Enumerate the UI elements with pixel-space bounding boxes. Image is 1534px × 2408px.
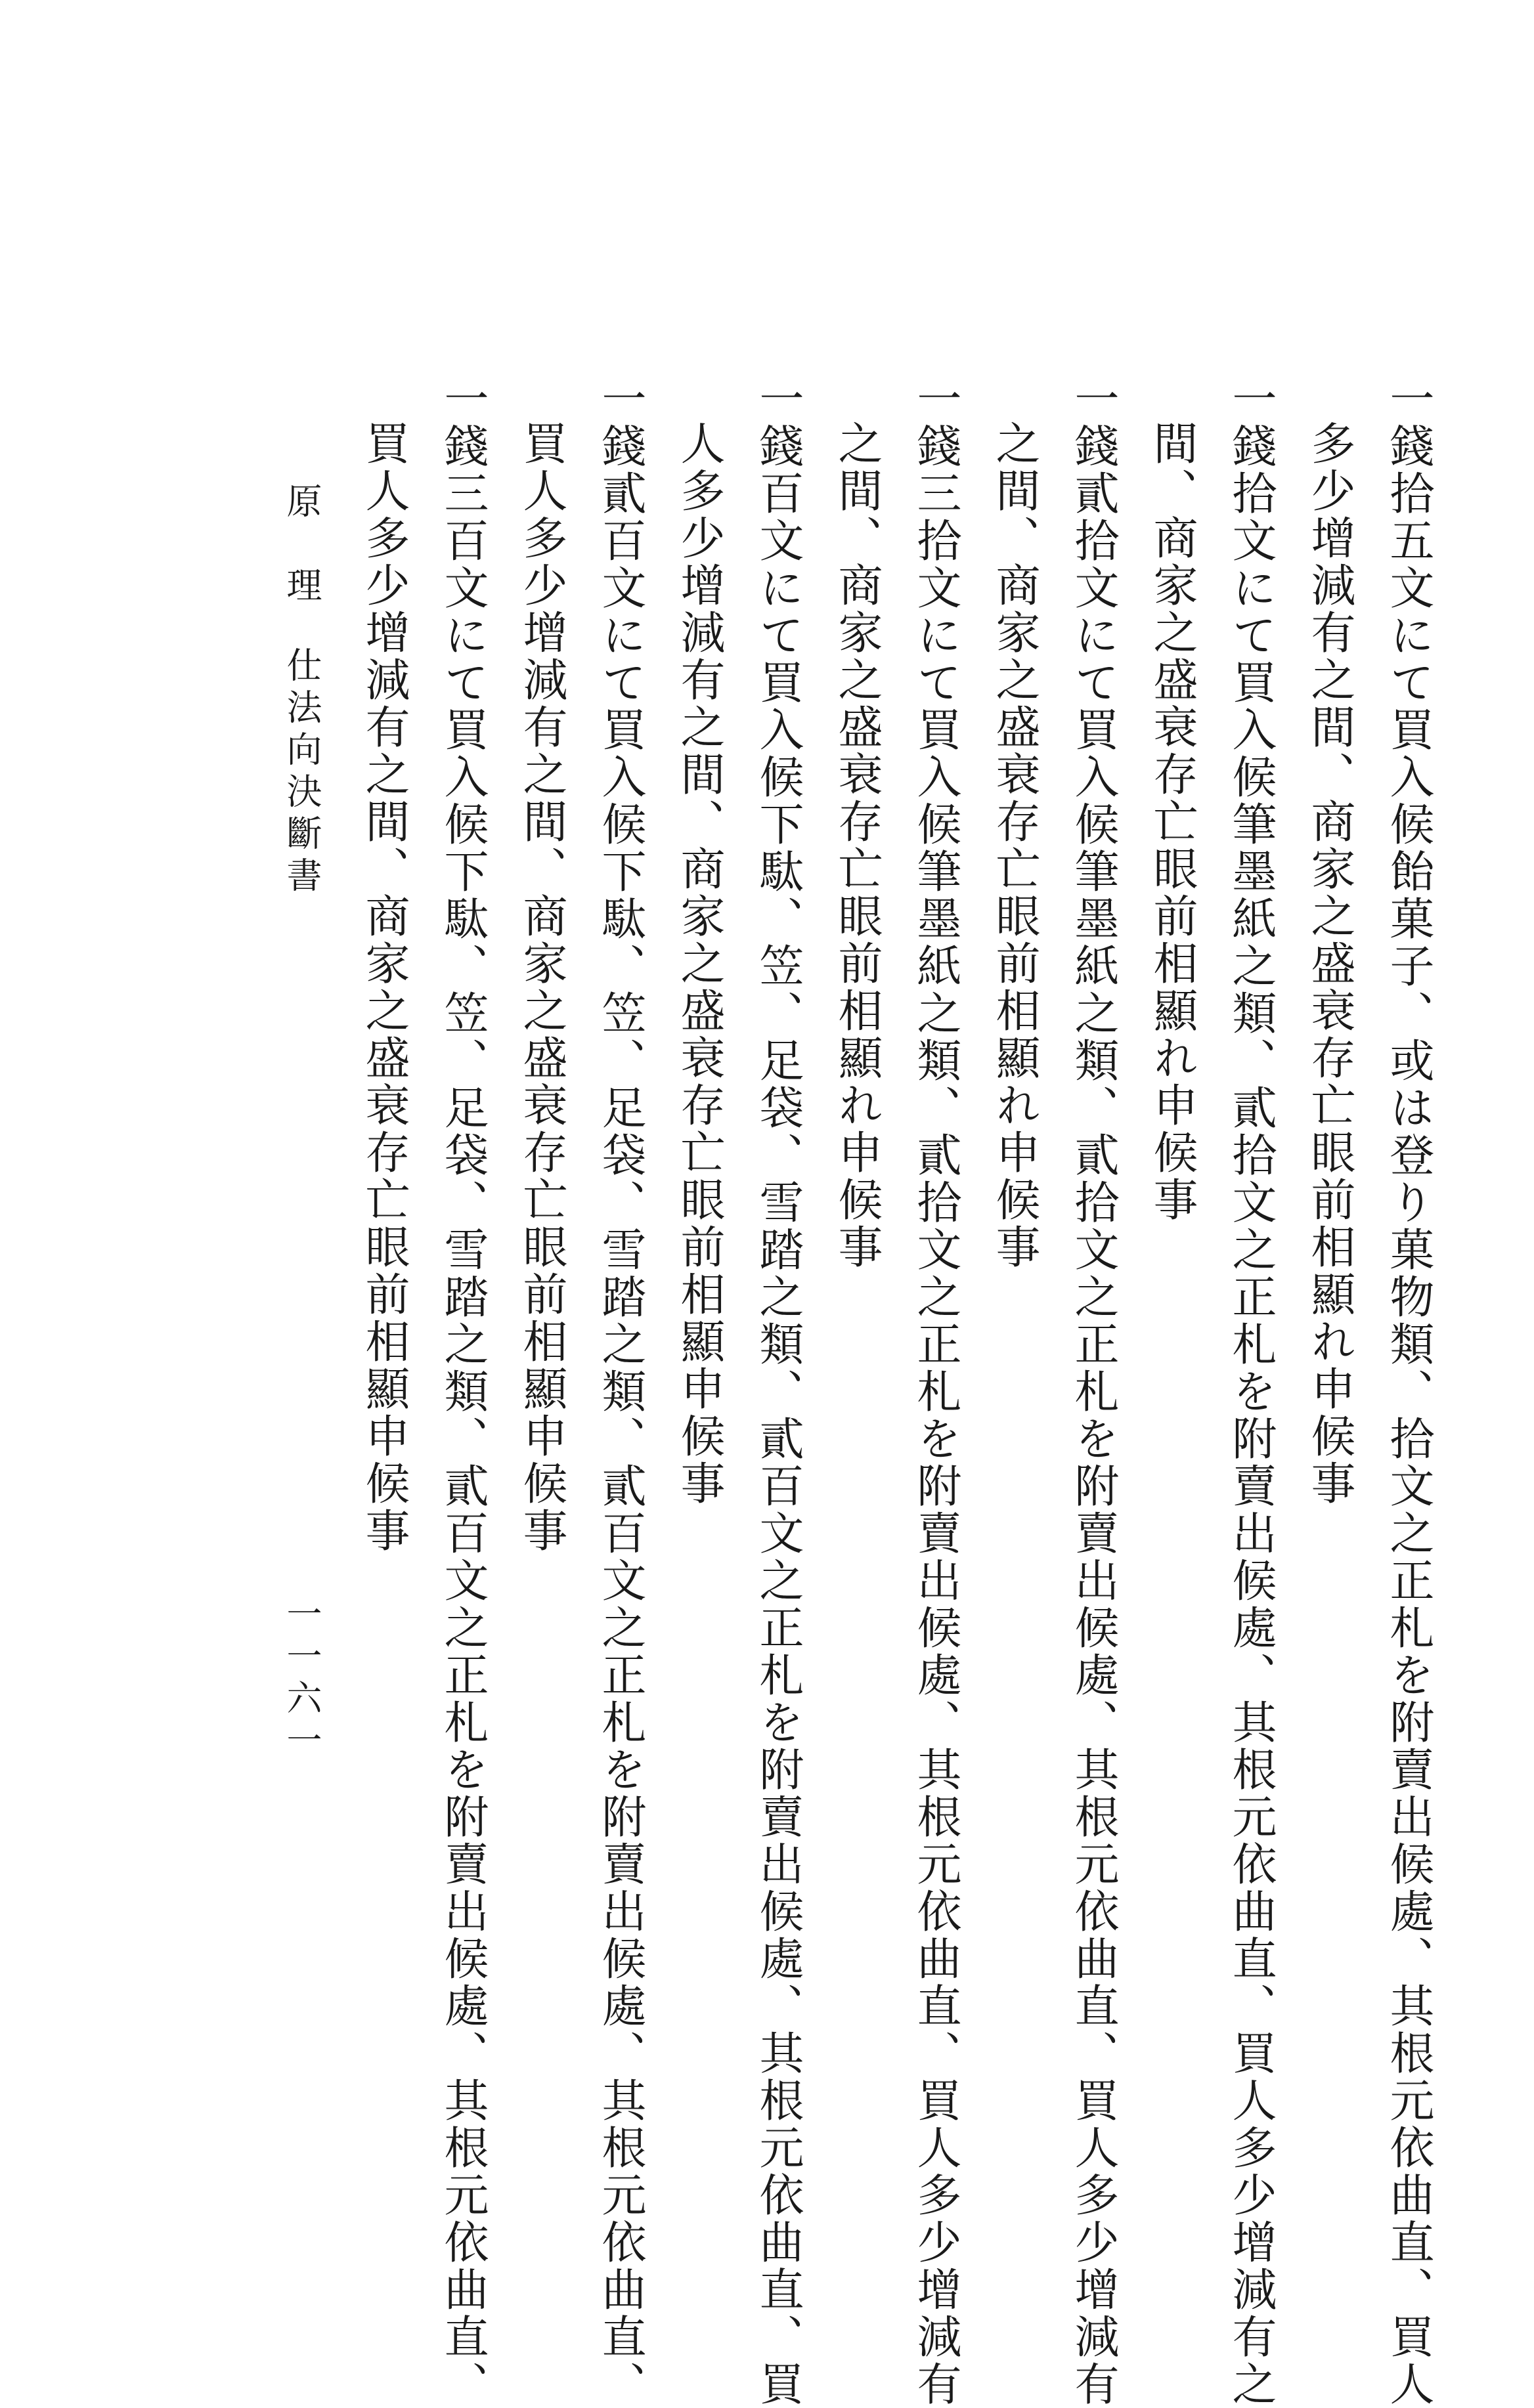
text-column-5: 一錢貳拾文にて買入候筆墨紙之類、貳拾文之正札を附賣出候處、其根元依曲直、買人多少增減有 <box>1067 376 1119 2408</box>
running-head-section: 原 理 <box>281 483 322 609</box>
text-column-7: 一錢三拾文にて買入候筆墨紙之類、貳拾文之正札を附賣出候處、其根元依曲直、買人多少增減有 <box>909 376 961 2408</box>
text-column-13: 一錢三百文にて買入候下駄、笠、足袋、雪踏之類、貳百文之正札を附賣出候處、其根元依曲直、 <box>437 376 489 2408</box>
page-number: 一一六一 <box>281 1595 322 1763</box>
text-column-12: 買人多少增減有之間、商家之盛衰存亡眼前相顯申候事 <box>515 420 567 1555</box>
text-column-10: 人多少增減有之間、商家之盛衰存亡眼前相顯申候事 <box>673 420 725 1507</box>
text-column-2: 多少增減有之間、商家之盛衰存亡眼前相顯れ申候事 <box>1304 420 1355 1507</box>
text-column-3: 一錢拾文にて買入候筆墨紙之類、貳拾文之正札を附賣出候處、其根元依曲直、買人多少增減有之 <box>1225 376 1277 2408</box>
text-column-8: 之間、商家之盛衰存亡眼前相顯れ申候事 <box>831 420 883 1271</box>
text-column-14: 買人多少增減有之間、商家之盛衰存亡眼前相顯申候事 <box>358 420 410 1555</box>
text-column-1: 一錢拾五文にて買入候飴菓子、或は登り菓物類、拾文之正札を附賣出候處、其根元依曲直、買人 <box>1382 376 1434 2408</box>
text-column-4: 間、商家之盛衰存亡眼前相顯れ申候事 <box>1146 420 1198 1224</box>
running-head-title: 仕法向決斷書 <box>281 647 322 899</box>
text-column-6: 之間、商家之盛衰存亡眼前相顯れ申候事 <box>988 420 1040 1271</box>
text-column-11: 一錢貳百文にて買入候下駄、笠、足袋、雪踏之類、貳百文之正札を附賣出候處、其根元依曲直、 <box>594 376 646 2408</box>
text-column-9: 一錢百文にて買入候下駄、笠、足袋、雪踏之類、貳百文之正札を附賣出候處、其根元依曲直、買 <box>752 376 804 2408</box>
